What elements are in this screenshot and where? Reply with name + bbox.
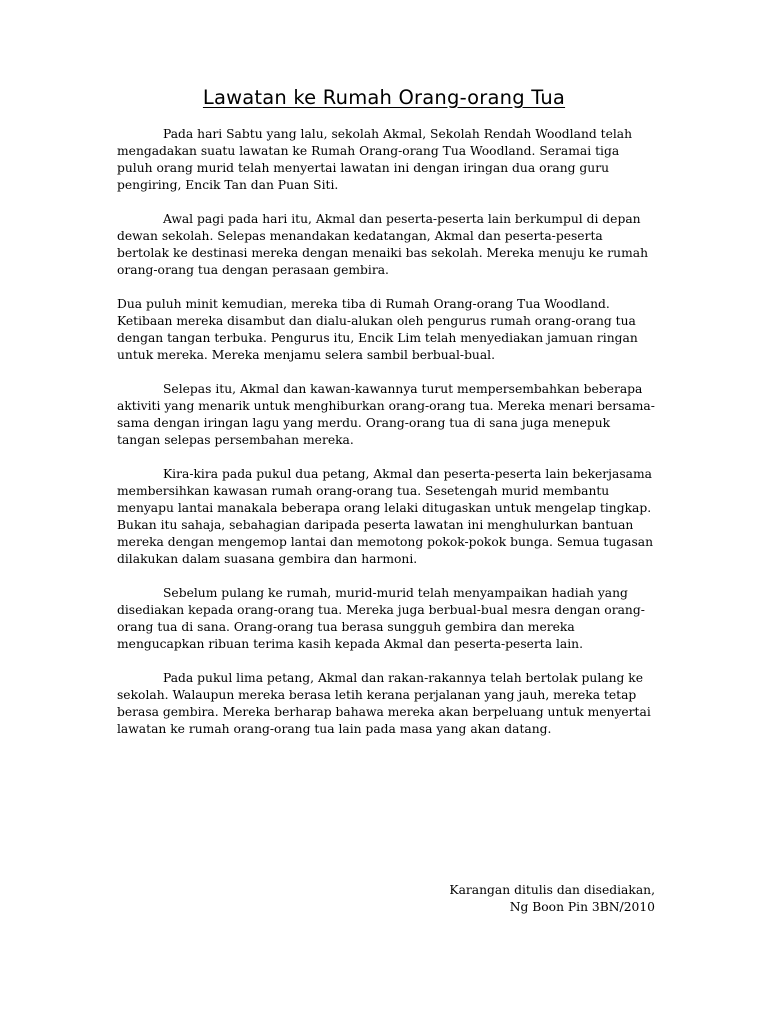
paragraph-1: Pada hari Sabtu yang lalu, sekolah Akmal, Sekolah Rendah Woodland telah mengadakan suatu lawatan ke Rumah Orang-orang Tua Woodland. Seramai tiga puluh orang murid telah menyertai lawatan ini dengan iringan dua orang guru pengiring, Encik Tan dan Puan Siti. <box>117 127 633 192</box>
signature-line-1: Karangan ditulis dan disediakan, <box>449 883 655 897</box>
paragraph-5: Kira-kira pada pukul dua petang, Akmal dan peserta-peserta lain bekerjasama membersihkan kawasan rumah orang-orang tua. Sesetengah murid membantu menyapu lantai manakala beberapa orang lelaki ditugaskan untuk mengelap tingkap. Bukan itu sahaja, sebahagian daripada peserta lawatan ini menghulurkan bantuan mereka dengan mengemop lantai dan memotong pokok-pokok bunga. Semua tugasan dilakukan dalam suasana gembira dan harmoni. <box>117 467 654 566</box>
paragraph-6: Sebelum pulang ke rumah, murid-murid telah menyampaikan hadiah yang disediakan kepada orang-orang tua. Mereka juga berbual-bual mesra dengan orang-orang tua di sana. Orang-orang tua berasa sungguh gembira dan mereka mengucapkan ribuan terima kasih kepada Akmal dan peserta-peserta lain. <box>117 586 645 651</box>
paragraph-3: Dua puluh minit kemudian, mereka tiba di Rumah Orang-orang Tua Woodland. Ketibaan mereka disambut dan dialu-alukan oleh pengurus rumah orang-orang tua dengan tangan terbuka. Pengurus itu, Encik Lim telah menyediakan jamuan ringan untuk mereka. Mereka menjamu selera sambil berbual-bual. <box>117 297 638 362</box>
document-body <box>117 126 657 755</box>
signature-block <box>449 882 655 916</box>
paragraph-4: Selepas itu, Akmal dan kawan-kawannya turut mempersembahkan beberapa aktiviti yang menarik untuk menghiburkan orang-orang tua. Mereka menari bersama-sama dengan iringan lagu yang merdu. Orang-orang tua di sana juga menepuk tangan selepas persembahan mereka. <box>117 382 655 447</box>
signature-line-2: Ng Boon Pin 3BN/2010 <box>509 900 655 914</box>
paragraph-7: Pada pukul lima petang, Akmal dan rakan-rakannya telah bertolak pulang ke sekolah. Walaupun mereka berasa letih kerana perjalanan yang jauh, mereka tetap berasa gembira. Mereka berharap bahawa mereka akan berpeluang untuk menyertai lawatan ke rumah orang-orang tua lain pada masa yang akan datang. <box>117 671 651 736</box>
document-title: Lawatan ke Rumah Orang-orang Tua <box>202 86 566 109</box>
paragraph-2: Awal pagi pada hari itu, Akmal dan peserta-peserta lain berkumpul di depan dewan sekolah. Selepas menandakan kedatangan, Akmal dan peserta-peserta bertolak ke destinasi mereka dengan menaiki bas sekolah. Mereka menuju ke rumah orang-orang tua dengan perasaan gembira. <box>117 212 649 277</box>
